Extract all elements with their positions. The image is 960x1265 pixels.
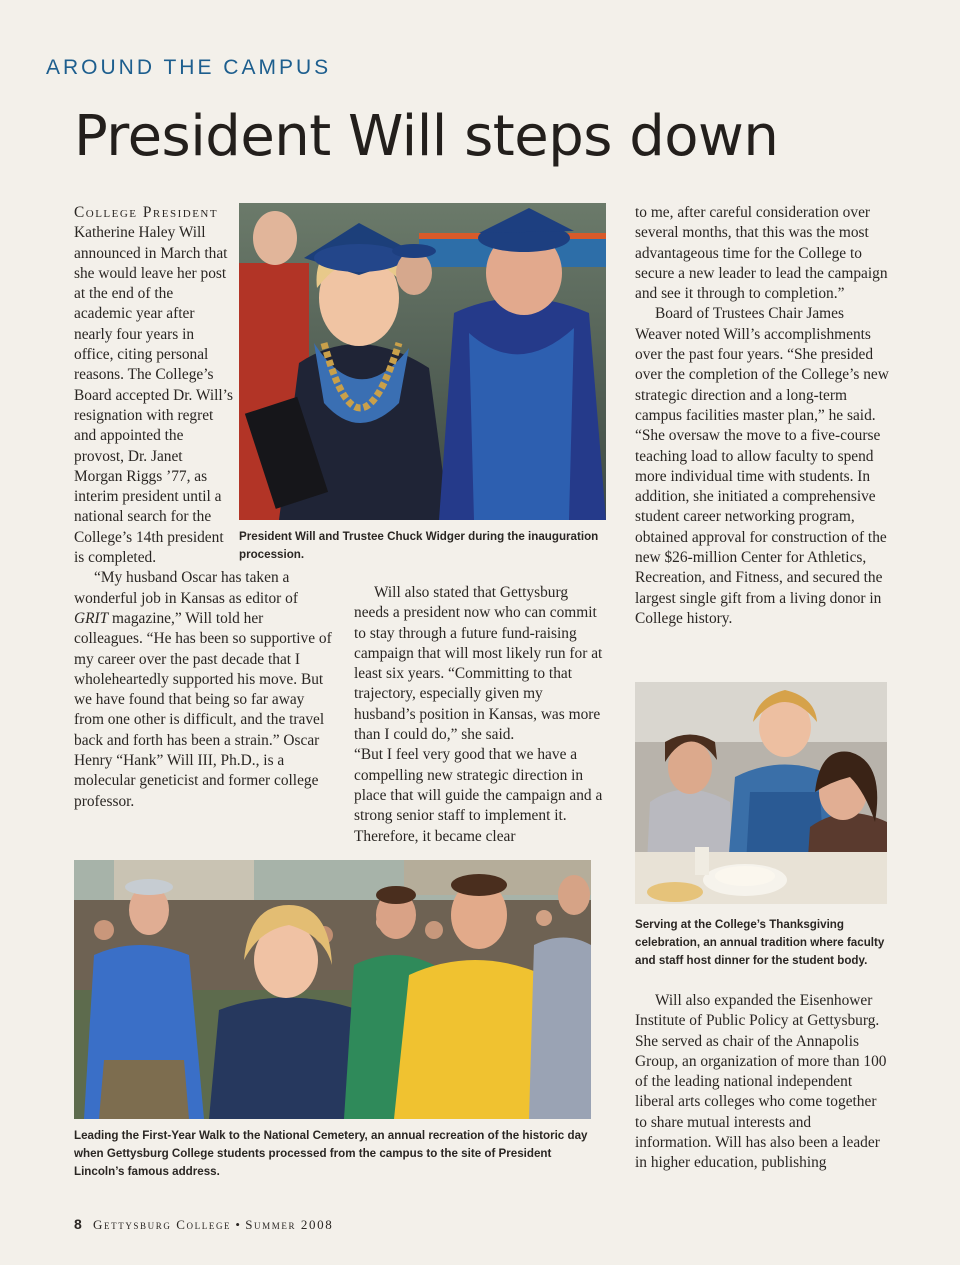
footer-separator: • (235, 1217, 241, 1232)
column-2 (354, 583, 606, 847)
thanksgiving-photo (635, 682, 887, 904)
lead-in-smallcaps: College President (74, 204, 219, 221)
first-year-walk-photo (74, 860, 591, 1119)
col1-paragraph-1 (74, 203, 234, 568)
col3-paragraph-1: to me, after careful consideration over several months, that this was the most advantageous time for the College to secure a new leader to lead the campaign and see it through to completion.” (635, 204, 888, 303)
column-3-top (635, 203, 889, 629)
col1-p2-part-a: “My husband Oscar has taken a wonderful job in Kansas as editor of (74, 569, 298, 607)
col1-p1-text: Katherine Haley Will announced in March that she would leave her post at the end of the academic year after nearly four years in office, citing personal reasons. The College’s Board accepted Dr. Will’s resignation with regret and appointed the provost, Dr. Janet Morgan Riggs ’77, as interim president until a national search for the College’s 14th president is completed. (74, 224, 233, 567)
thanksgiving-caption: Serving at the College’s Thanksgiving celebration, an annual tradition where faculty and staff host dinner for the student body. (635, 918, 885, 967)
headline: President Will steps down (74, 104, 779, 169)
first-year-walk-caption: Leading the First-Year Walk to the National Cemetery, an annual recreation of the historic day when Gettysburg College students processed from the campus to the site of President Lincoln’s famous address. (74, 1129, 588, 1178)
column-3-bottom (635, 991, 889, 1174)
page-number: 8 (74, 1216, 83, 1232)
col3-paragraph-2: Board of Trustees Chair James Weaver noted Will’s accomplishments over the past four years. “She presided over the completion of the College’s new strategic direction and a long-term campus facilities master plan,” he said. “She oversaw the move to a five-course teaching load to allow faculty to spend more individual time with students. In addition, she initiated a comprehensive student career networking program, obtained approval for construction of the new $26-million Center for Athletics, Recreation, and Fitness, and secured the largest single gift from a living donor in College history. (635, 305, 889, 627)
inauguration-caption: President Will and Trustee Chuck Widger during the inauguration procession. (239, 530, 599, 561)
col2-paragraph-1: Will also stated that Gettysburg needs a president now who can commit to stay through a future fund-raising campaign that will most likely run for at least six years. “Committing to that trajectory, especially given my husband’s position in Kansas, was more than I could do,” she said. (354, 584, 603, 744)
page-footer (74, 1216, 333, 1233)
issue-date: Summer 2008 (245, 1217, 334, 1232)
col1-p2-part-b: magazine,” Will told her colleagues. “He has been so supportive of my career over the past decade that I wholeheartedly supported his move. But we have found that being so far away from one other is difficult, and the travel back and forth has been a strain.” Oscar Henry “Hank” Will III, Ph.D., is a molecular geneticist and former college professor. (74, 609, 332, 810)
section-label: AROUND THE CAMPUS (46, 56, 332, 79)
col1-paragraph-2 (74, 568, 334, 812)
inauguration-photo (239, 203, 606, 520)
magazine-title: GRIT (74, 609, 109, 627)
publication-name: Gettysburg College (93, 1217, 232, 1232)
col2-paragraph-2: “But I feel very good that we have a compelling new strategic direction in place that will guide the campaign and a strong senior staff to implement it. Therefore, it became clear (354, 746, 603, 845)
col3-paragraph-3: Will also expanded the Eisenhower Institute of Public Policy at Gettysburg. She served as chair of the Annapolis Group, an organization of more than 100 of the leading national independent liberal arts colleges who come together to share mutual interests and information. Will has also been a leader in higher education, publishing (635, 992, 887, 1172)
